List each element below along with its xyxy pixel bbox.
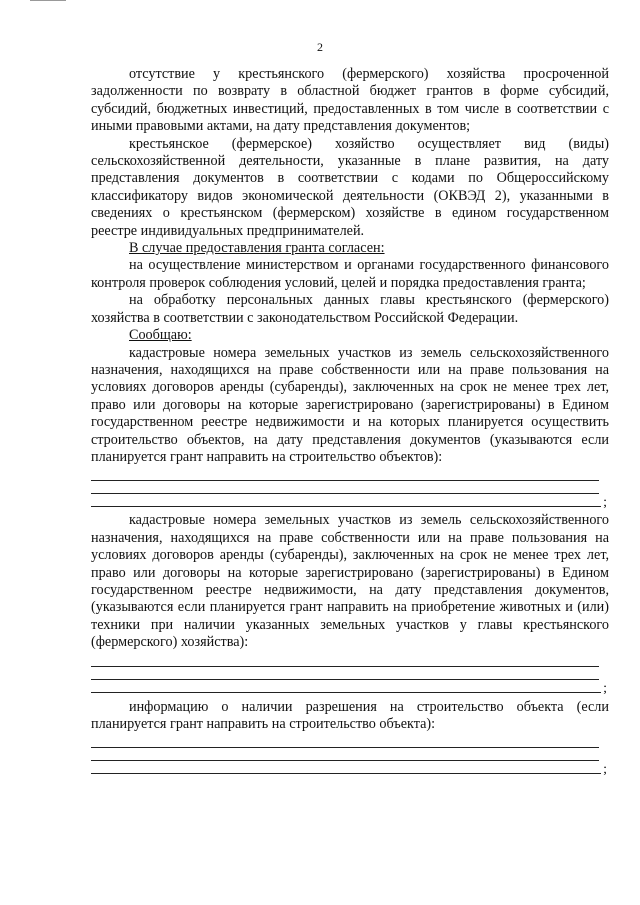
consent-heading-text: В случае предоставления гранта согласен: [129,240,385,257]
fill-line[interactable] [91,656,609,669]
fill-line[interactable] [91,737,609,750]
fill-line[interactable] [91,669,609,682]
consent-heading [91,240,609,257]
paragraph-construction-permit: информацию о наличии разрешения на строительство объекта (если планируется грант направить на строительство объекта): [91,698,609,732]
paragraph-activity-type: крестьянское (фермерское) хозяйство осуществляет вид (виды) сельскохозяйственной деятельности, указанные в плане развития, на дату представления документов в соответствии с кодами по Общероссийскому классификатору видов экономической деятельности (ОКВЭД 2), указанными в сведениях о крестьянском (фермерском) хозяйстве в едином государственном реестре индивидуальных предпринимателей. [91,135,609,239]
fill-line[interactable] [91,682,609,695]
fill-line[interactable] [91,483,609,496]
fill-block-permit [91,737,609,776]
fill-line[interactable] [91,763,609,776]
paragraph-cadastral-construction: кадастровые номера земельных участков из земель сельскохозяйственного назначения, находящихся на праве собственности или на праве пользования на условиях договоров аренды (субаренды), заключенных на срок не менее трех лет, право или договоры на которые зарегистрировано (зарегистрированы) в Едином государственном реестре недвижимости и на которых планируется осуществить строительство объектов, на дату представления документов (указываются если планируется грант направить на строительство объектов): [91,344,609,465]
line-terminator: ; [603,680,607,696]
inform-heading [91,327,609,344]
fill-line[interactable] [91,750,609,763]
fill-line[interactable] [91,470,609,483]
paragraph-consent-personal-data: на обработку персональных данных главы крестьянского (фермерского) хозяйства в соответствии с законодательством Российской Федерации. [91,292,609,326]
fill-block-animals-equipment [91,656,609,695]
paragraph-cadastral-animals-equipment: кадастровые номера земельных участков из земель сельскохозяйственного назначения, находящихся на праве собственности или на праве пользования на условиях договоров аренды (субаренды), заключенных на срок не менее трех лет, право или договоры на которые зарегистрировано (зарегистрированы) в Едином государственном реестре недвижимости, на дату представления документов, (указываются если планируется грант направить на приобретение животных и (или) техники при наличии указанных земельных участков у главы крестьянского (фермерского) хозяйства): [91,512,609,651]
paragraph-consent-inspections: на осуществление министерством и органами государственного финансового контроля проверок соблюдения условий, целей и порядка предоставления гранта; [91,257,609,291]
inform-heading-text: Сообщаю: [129,327,192,344]
paragraph-no-debt: отсутствие у крестьянского (фермерского) хозяйства просроченной задолженности по возврату в областной бюджет грантов в форме субсидий, субсидий, бюджетных инвестиций, предоставленных в том числе в соответствии с иными правовыми актами, на дату представления документов; [91,66,609,135]
line-terminator: ; [603,495,607,511]
line-terminator: ; [603,762,607,778]
fill-block-construction [91,470,609,509]
scan-mark [30,0,66,1]
fill-line[interactable] [91,496,609,509]
document-body [91,66,609,776]
page-number: 2 [317,40,323,54]
